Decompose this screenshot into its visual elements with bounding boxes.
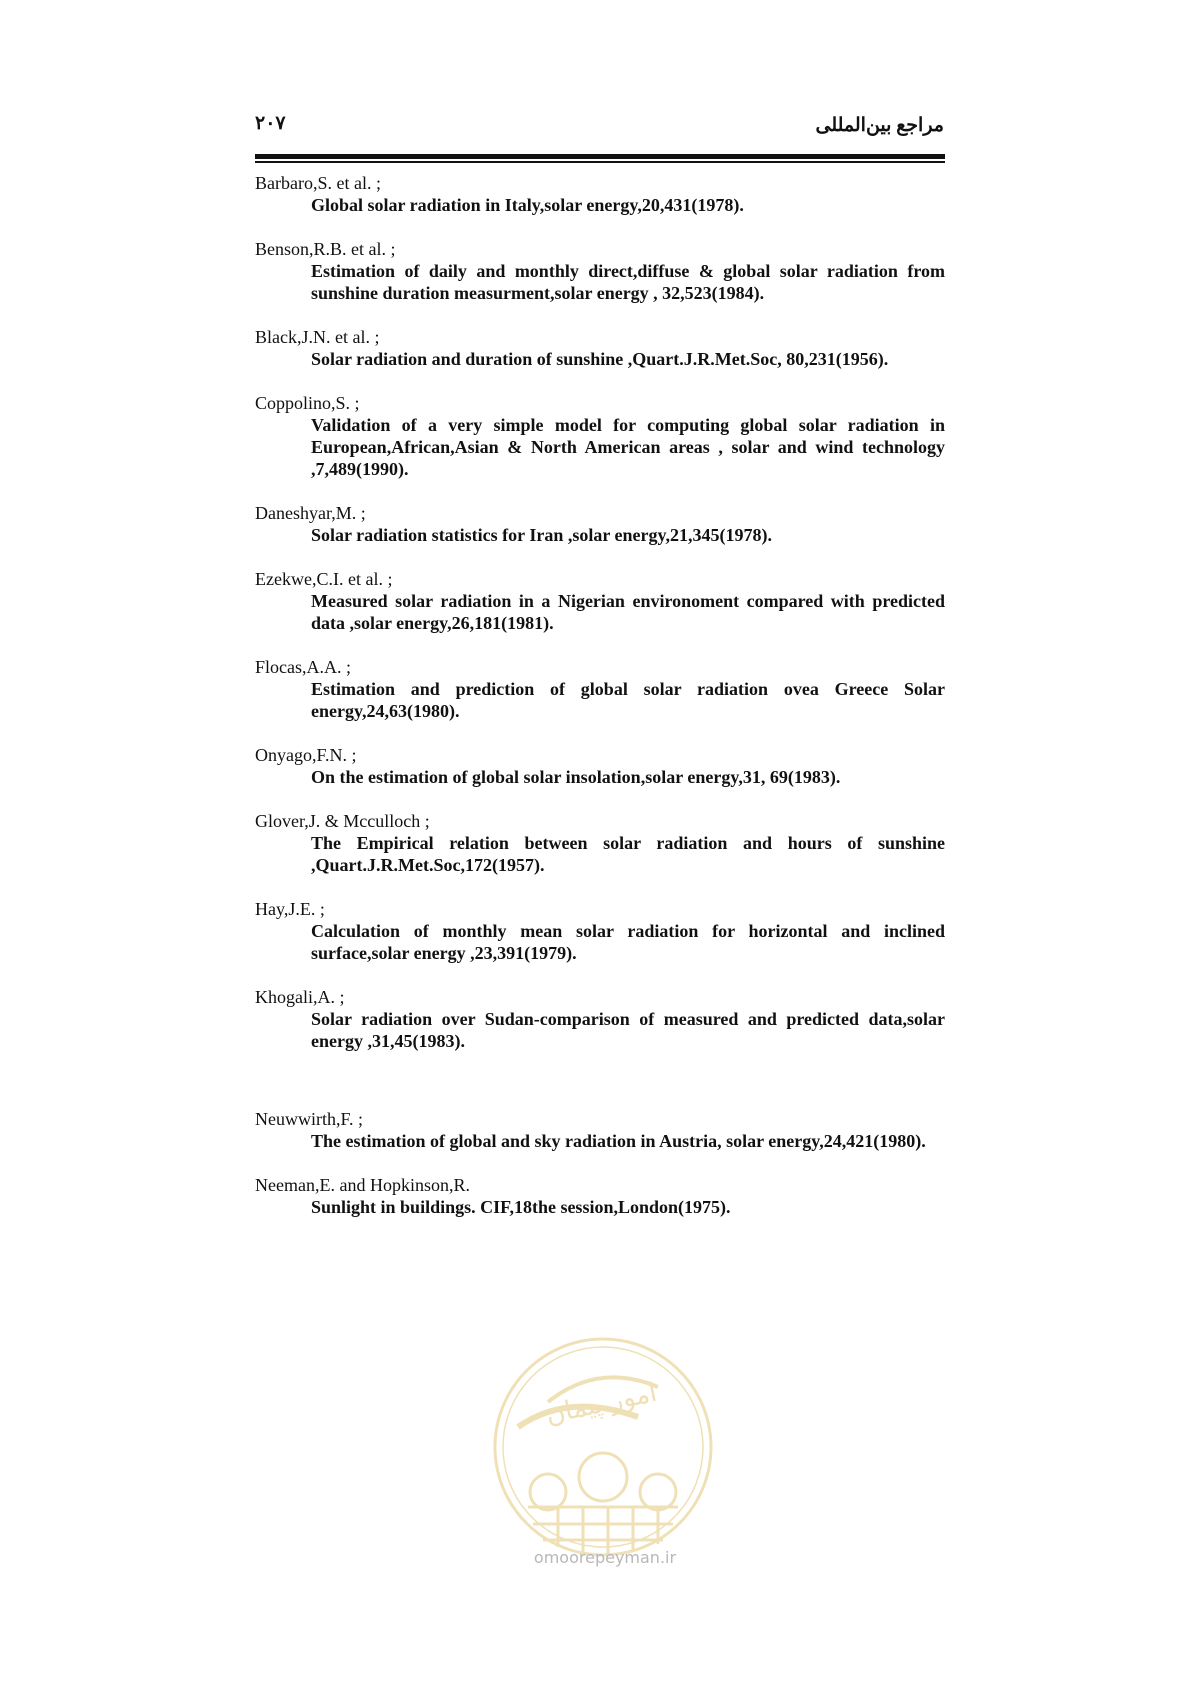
reference-author: Onyago,F.N. ; — [255, 745, 357, 765]
reference-entry — [255, 172, 945, 216]
reference-author: Hay,J.E. ; — [255, 899, 325, 919]
reference-text: Calculation of monthly mean solar radiation for horizontal and inclined surface,solar energy ,23,391(1979). — [311, 921, 945, 963]
reference-entry — [255, 568, 945, 634]
reference-entry — [255, 810, 945, 876]
header-rule-thin — [255, 161, 945, 163]
header-rule-thick — [255, 154, 945, 159]
reference-author: Neeman,E. and Hopkinson,R. — [255, 1175, 470, 1195]
reference-text: Global solar radiation in Italy,solar energy,20,431(1978). — [311, 195, 744, 215]
reference-entry — [255, 502, 945, 546]
watermark-site: omoorepeyman.ir — [533, 1548, 677, 1567]
reference-author: Flocas,A.A. ; — [255, 657, 351, 677]
reference-entry — [255, 326, 945, 370]
reference-text: On the estimation of global solar insolation,solar energy,31, 69(1983). — [311, 767, 841, 787]
reference-entry — [255, 1174, 945, 1218]
reference-author: Coppolino,S. ; — [255, 393, 360, 413]
reference-text: Sunlight in buildings. CIF,18the session,London(1975). — [311, 1197, 731, 1217]
reference-author: Ezekwe,C.I. et al. ; — [255, 569, 393, 589]
reference-text: Measured solar radiation in a Nigerian environoment compared with predicted data ,solar energy,26,181(1981). — [311, 591, 945, 633]
reference-entry — [255, 986, 945, 1052]
page-number: ۲۰۷ — [255, 113, 286, 134]
reference-text: The estimation of global and sky radiation in Austria, solar energy,24,421(1980). — [311, 1131, 926, 1151]
reference-entry — [255, 656, 945, 722]
reference-entry — [255, 744, 945, 788]
reference-author: Black,J.N. et al. ; — [255, 327, 380, 347]
reference-author: Daneshyar,M. ; — [255, 503, 366, 523]
reference-text: Validation of a very simple model for computing global solar radiation in European,African,Asian & North American areas , solar and wind technology ,7,489(1990). — [311, 415, 945, 479]
reference-author: Neuwwirth,F. ; — [255, 1109, 364, 1129]
reference-text: Solar radiation statistics for Iran ,solar energy,21,345(1978). — [311, 525, 772, 545]
reference-text: Solar radiation over Sudan-comparison of measured and predicted data,solar energy ,31,45(1983). — [311, 1009, 945, 1051]
reference-author: Barbaro,S. et al. ; — [255, 173, 381, 193]
reference-entry — [255, 898, 945, 964]
reference-text: The Empirical relation between solar radiation and hours of sunshine ,Quart.J.R.Met.Soc,172(1957). — [311, 833, 945, 875]
watermark-logo — [488, 1332, 718, 1562]
reference-list — [255, 172, 945, 1240]
reference-text: Estimation and prediction of global solar radiation ovea Greece Solar energy,24,63(1980). — [311, 679, 945, 721]
reference-author: Khogali,A. ; — [255, 987, 345, 1007]
reference-entry — [255, 1108, 945, 1152]
reference-entry — [255, 238, 945, 304]
reference-author: Benson,R.B. et al. ; — [255, 239, 396, 259]
watermark-logo-text: امور پیمان — [543, 1377, 660, 1431]
header-title: مراجع بین‌المللی — [815, 115, 944, 136]
reference-author: Glover,J. & Mcculloch ; — [255, 811, 430, 831]
reference-text: Estimation of daily and monthly direct,diffuse & global solar radiation from sunshine duration measurment,solar energy , 32,523(1984). — [311, 261, 945, 303]
reference-entry — [255, 392, 945, 480]
reference-text: Solar radiation and duration of sunshine ,Quart.J.R.Met.Soc, 80,231(1956). — [311, 349, 889, 369]
